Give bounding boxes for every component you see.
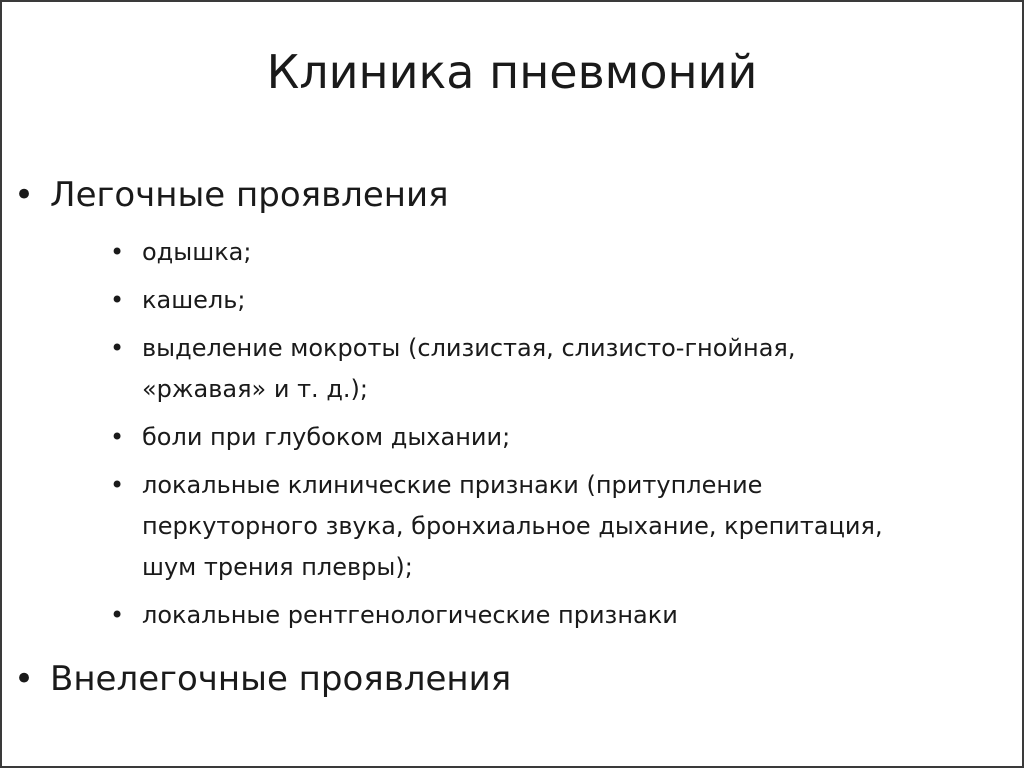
list-item <box>110 595 990 636</box>
list-item-text: «ржавая» и т. д.); <box>142 375 368 403</box>
slide-title: Клиника пневмоний <box>266 45 758 99</box>
bullet-marker: • <box>110 471 125 499</box>
list-item-text: одышка; <box>142 238 252 266</box>
list-item <box>110 232 990 273</box>
list-item <box>110 465 990 588</box>
list-item-text: выделение мокроты (слизистая, слизисто-гнойная, <box>142 334 796 362</box>
bullet-marker: • <box>110 238 125 266</box>
list-item-text: боли при глубоком дыхании; <box>142 423 511 451</box>
section-heading-pulmonary: Легочные проявления <box>50 175 449 215</box>
list-item <box>110 280 990 321</box>
section-pulmonary <box>14 174 449 216</box>
pulmonary-symptom-list <box>110 232 990 643</box>
bullet-marker: • <box>110 286 125 314</box>
list-item-text: локальные рентгенологические признаки <box>142 601 678 629</box>
list-item-text: шум трения плевры); <box>142 553 413 581</box>
bullet-marker: • <box>110 334 125 362</box>
section-extrapulmonary <box>14 658 511 700</box>
bullet-marker: • <box>14 175 35 215</box>
list-item <box>110 328 990 410</box>
list-item-text: кашель; <box>142 286 246 314</box>
list-item-text: локальные клинические признаки (притупление <box>142 471 763 499</box>
list-item <box>110 417 990 458</box>
section-heading-extrapulmonary: Внелегочные проявления <box>50 659 512 699</box>
bullet-marker: • <box>110 601 125 629</box>
bullet-marker: • <box>110 423 125 451</box>
list-item-text: перкуторного звука, бронхиальное дыхание, крепитация, <box>142 512 883 540</box>
bullet-marker: • <box>14 659 35 699</box>
